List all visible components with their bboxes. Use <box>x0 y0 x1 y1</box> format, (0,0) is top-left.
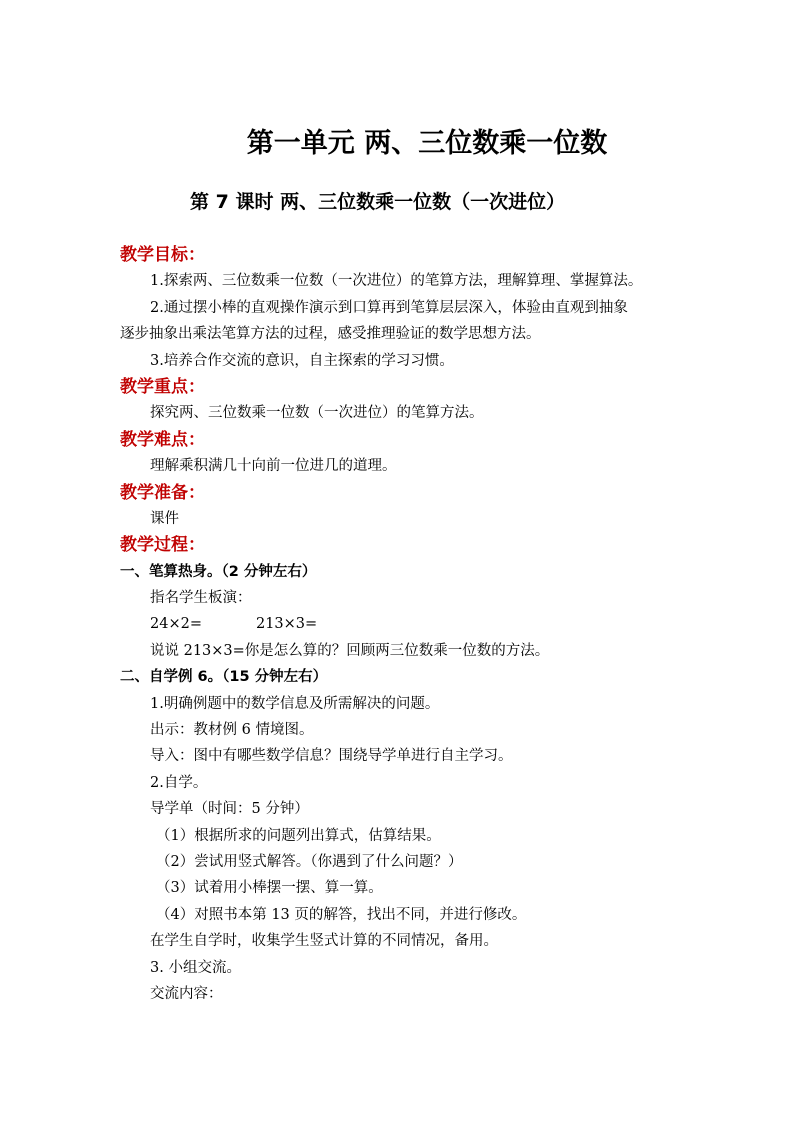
goal-item: 1.探索两、三位数乘一位数（一次进位）的笔算方法，理解算理、掌握算法。 <box>150 273 643 290</box>
part2-line: 在学生自学时，收集学生竖式计算的不同情况，备用。 <box>150 933 498 950</box>
part2-line: 2.自学。 <box>150 774 208 791</box>
lesson-body <box>120 242 686 1007</box>
process-heading: 教学过程： <box>120 535 205 556</box>
part1-title: 一、笔算热身。（2 分钟左右） <box>120 563 317 580</box>
part1-intro: 指名学生板演： <box>150 590 252 607</box>
goal-item: 3.培养合作交流的意识，自主探索的学习习惯。 <box>150 352 454 369</box>
part1-review: 说说 213×3=你是怎么算的？回顾两三位数乘一位数的方法。 <box>150 642 550 659</box>
goal-item-continued: 逐步抽象出乘法笔算方法的过程，感受推理验证的数学思想方法。 <box>120 326 541 343</box>
task-item: （1）根据所求的问题列出算式，估算结果。 <box>156 827 441 844</box>
part2-line: 导入：图中有哪些数学信息？围绕导学单进行自主学习。 <box>150 748 513 765</box>
part2-line: 出示：教材例 6 情境图。 <box>150 722 314 739</box>
goals-heading: 教学目标： <box>120 245 205 265</box>
task-item: （3）试着用小棒摆一摆、算一算。 <box>156 880 383 897</box>
expression-2: 213×3= <box>255 616 318 633</box>
lesson-subtitle: 第 7 课时 两、三位数乘一位数（一次进位） <box>190 191 566 213</box>
key-points-heading: 教学重点： <box>120 376 205 397</box>
part1-expressions <box>120 611 686 637</box>
task-item: （2）尝试用竖式解答。（你遇到了什么问题？） <box>156 853 463 870</box>
part2-line: 1.明确例题中的数学信息及所需解决的问题。 <box>150 695 440 712</box>
expression-1: 24×2= <box>150 616 202 633</box>
goal-item: 2.通过摆小棒的直观操作演示到口算再到笔算层层深入，体验由直观到抽象 <box>150 299 628 316</box>
difficulties-text: 理解乘积满几十向前一位进几的道理。 <box>150 458 397 475</box>
key-points-text: 探究两、三位数乘一位数（一次进位）的笔算方法。 <box>150 405 484 422</box>
task-item: （4）对照书本第 13 页的解答，找出不同，并进行修改。 <box>156 906 527 923</box>
document-title: 第一单元 两、三位数乘一位数 <box>246 128 608 159</box>
part2-line: 3. 小组交流。 <box>150 959 241 976</box>
preparation-heading: 教学准备： <box>120 482 205 503</box>
part2-line: 导学单（时间：5 分钟） <box>150 801 309 818</box>
part2-line: 交流内容： <box>150 985 223 1002</box>
preparation-text: 课件 <box>150 510 179 527</box>
part2-title: 二、自学例 6。（15 分钟左右） <box>120 669 328 686</box>
difficulties-heading: 教学难点： <box>120 429 205 450</box>
